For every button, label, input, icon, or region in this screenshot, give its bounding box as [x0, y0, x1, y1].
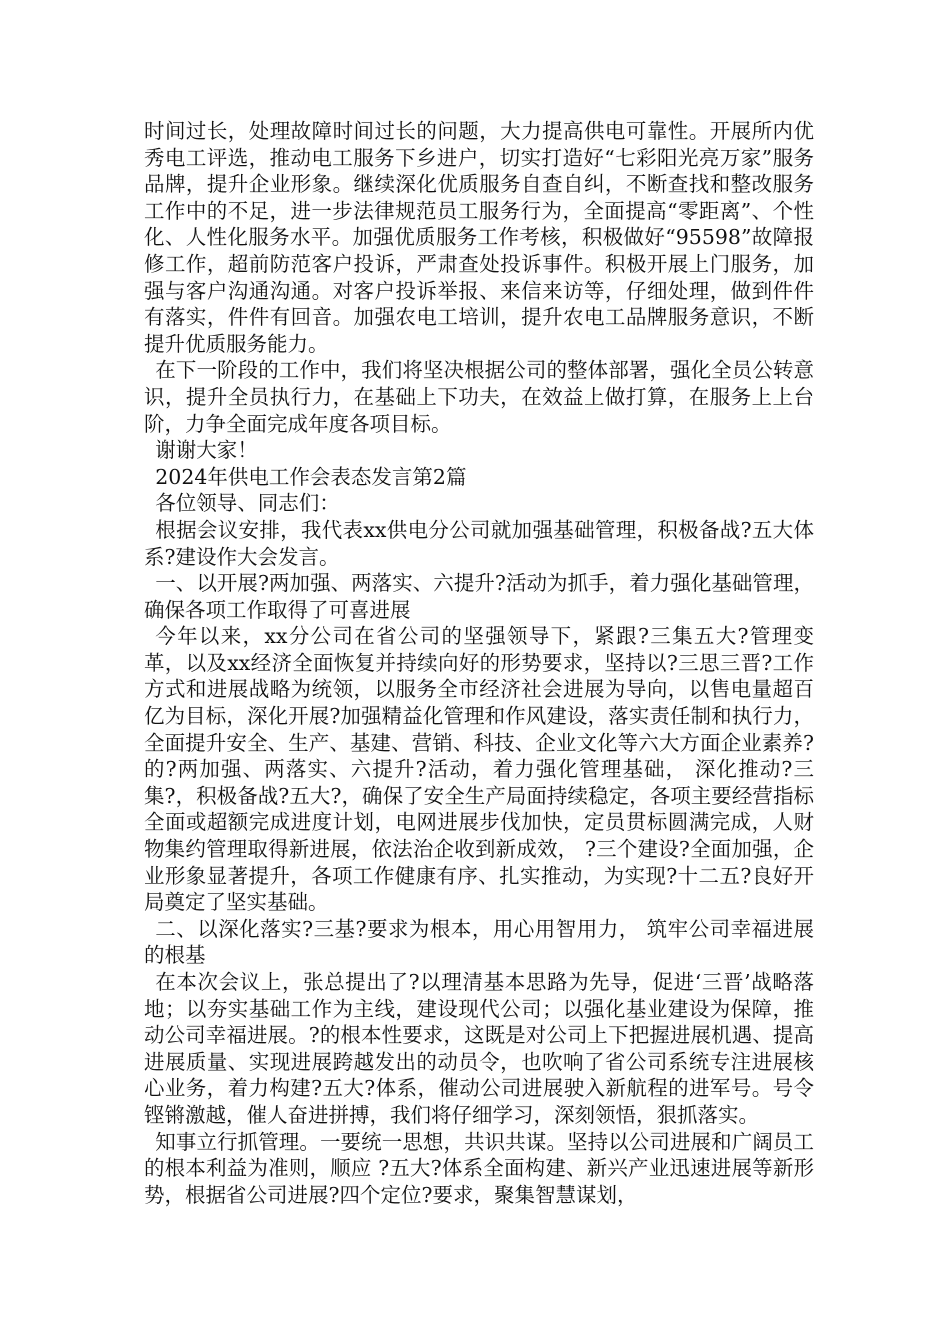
salutation: 各位领导、同志们：: [155, 491, 340, 516]
paragraph-next-stage: 在下一阶段的工作中，我们将坚决根据公司的整体部署，强化全员公转意识，提升全员执行力，在基础上下功夫，在效益上做打算，在服务上上台阶，力争全面完成年度各项目标。: [144, 358, 814, 436]
paragraph-thanks: 谢谢大家！: [155, 438, 258, 463]
paragraph-continuation: 时间过长，处理故障时间过长的问题，大力提高供电可靠性。开展所内优秀电工评选，推动电工服务下乡进户，切实打造好“七彩阳光亮万家”服务品牌，提升企业形象。继续深化优质服务自查自纠，不断查找和整改服务工作中的不足，进一步法律规范员工服务行为，全面提高“零距离”、个性化、人性化服务水平。加强优质服务工作考核，积极做好“95598”故障报修工作，超前防范客户投诉，严肃查处投诉事件。积极开展上门服务，加强与客户沟通沟通。对客户投诉举报、来信来访等，仔细处理，做到件件有落实，件件有回音。加强农电工培训，提升农电工品牌服务意识，不断提升优质服务能力。: [144, 119, 814, 356]
heading-part-one: 一、以开展?两加强、两落实、六提升?活动为抓手，着力强化基础管理，确保各项工作取得了可喜进展: [144, 571, 814, 622]
document-body: [144, 118, 814, 1208]
heading-part-two: 二、以深化落实?三基?要求为根本，用心用智用力， 筑牢公司幸福进展的根基: [144, 916, 814, 968]
paragraph-part-one-body: 今年以来，xx分公司在省公司的坚强领导下，紧跟?三集五大?管理变革，以及xx经济全面恢复并持续向好的形势要求，坚持以?三思三晋?工作方式和进展战略为统领，以服务全市经济社会进展为导向，以售电量超百亿为目标，深化开展?加强精益化管理和作风建设，落实责任制和执行力，全面提升安全、生产、基建、营销、科技、企业文化等六大方面企业素养?的?两加强、两落实、六提升?活动，着力强化管理基础， 深化推动?三集?，积极备战?五大?，确保了安全生产局面持续稳定，各项主要经营指标全面或超额完成进度计划，电网进展步伐加快，定员贯标圆满完成，人财物集约管理取得新进展，依法治企收到新成效， ?三个建设?全面加强，企业形象显著提升，各项工作健康有序、扎实推动，为实现?十二五?良好开局奠定了坚实基础。: [144, 624, 814, 915]
paragraph-intro: 根据会议安排，我代表xx供电分公司就加强基础管理，积极备战?五大体系?建设作大会发言。: [144, 517, 814, 569]
paragraph-management: 知事立行抓管理。一要统一思想，共识共谋。坚持以公司进展和广阔员工的根本利益为准则，顺应 ?五大?体系全面构建、新兴产业迅速进展等新形势，根据省公司进展?四个定位?要求，聚集智慧谋划，: [144, 1129, 814, 1207]
paragraph-part-two-body: 在本次会议上，张总提出了?以理清基本思路为先导，促进‘三晋’战略落地；以夯实基础工作为主线，建设现代公司；以强化基业建设为保障，推动公司幸福进展。?的根本性要求，这既是对公司上下把握进展机遇、提高进展质量、实现进展跨越发出的动员令，也吹响了省公司系统专注进展核心业务，着力构建?五大?体系，催动公司进展驶入新航程的进军号。号令铿锵激越，催人奋进拼搏，我们将仔细学习，深刻领悟，狠抓落实。: [144, 970, 814, 1127]
section-title: 2024年供电工作会表态发言第2篇: [155, 464, 467, 489]
